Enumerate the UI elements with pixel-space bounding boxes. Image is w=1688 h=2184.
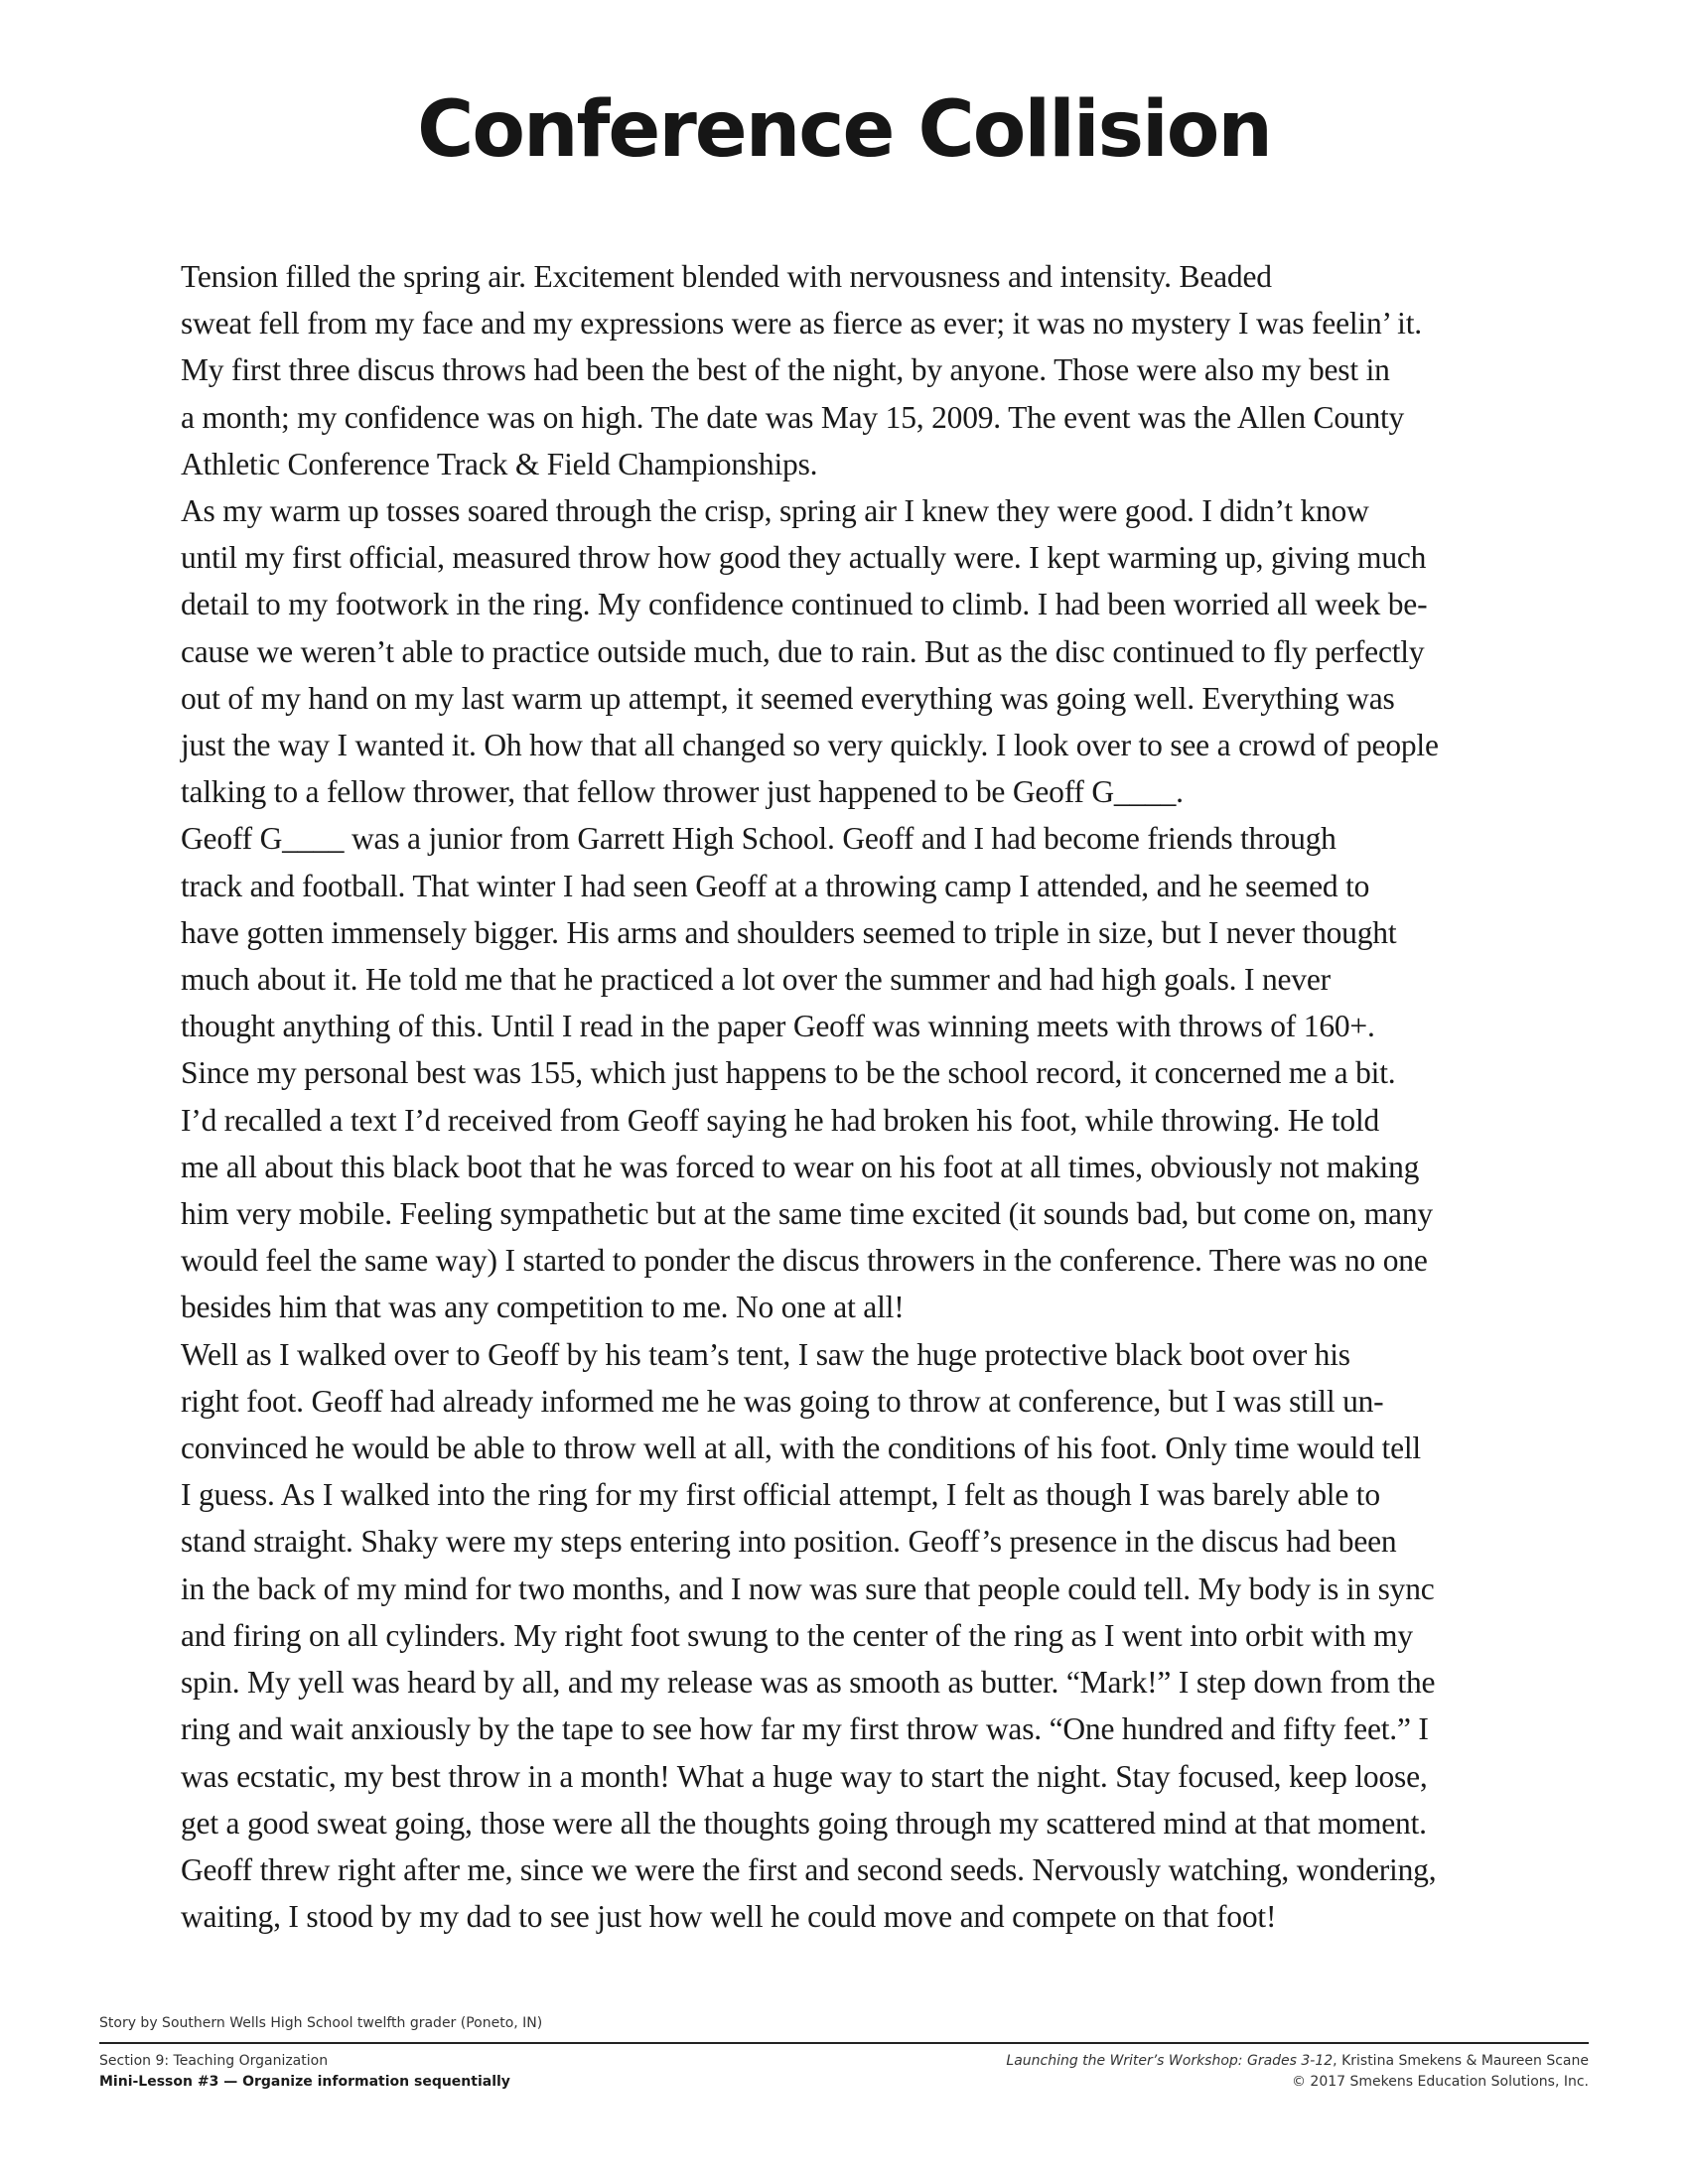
- text-line: spin. My yell was heard by all, and my release was as smooth as butter. “Mark!” I step down from the: [181, 1665, 1436, 1701]
- text-line: Geoff G____ was a junior from Garrett High School. Geoff and I had become friends through: [181, 821, 1336, 857]
- text-line: Tension filled the spring air. Excitement blended with nervousness and intensity. Beaded: [181, 259, 1272, 294]
- story-credit: Story by Southern Wells High School twelfth grader (Poneto, IN): [99, 2015, 543, 2031]
- book-title: Launching the Writer’s Workshop: Grades 3-12: [1006, 2053, 1334, 2069]
- text-line: out of my hand on my last warm up attempt, it seemed everything was going well. Everything was: [181, 680, 1395, 716]
- paragraph-5: [99, 1331, 1599, 1941]
- copyright-notice: © 2017 Smekens Education Solutions, Inc.: [1291, 2074, 1589, 2090]
- book-citation: [1006, 2051, 1589, 2072]
- document-title: Conference Collision: [417, 85, 1271, 175]
- text-line: and firing on all cylinders. My right foot swung to the center of the ring as I went into orbit with my: [181, 1617, 1413, 1653]
- paragraph-2: [99, 487, 1599, 815]
- story-body: [99, 253, 1599, 1940]
- text-line: get a good sweat going, those were all the thoughts going through my scattered mind at that moment.: [181, 1805, 1427, 1841]
- text-line: As my warm up tosses soared through the crisp, spring air I knew they were good. I didn’t know: [181, 493, 1369, 529]
- paragraph-3: [99, 815, 1599, 1096]
- text-line: just the way I wanted it. Oh how that all changed so very quickly. I look over to see a crowd of people: [181, 728, 1439, 763]
- text-line: My first three discus throws had been the best of the night, by anyone. Those were also my best in: [181, 352, 1390, 388]
- text-line: would feel the same way) I started to ponder the discus throwers in the conference. There was no one: [181, 1243, 1428, 1279]
- footer-section-info: [99, 2051, 510, 2093]
- text-line: ring and wait anxiously by the tape to see how far my first throw was. “One hundred and fifty feet.” I: [181, 1711, 1429, 1747]
- text-line: a month; my confidence was on high. The date was May 15, 2009. The event was the Allen County: [181, 399, 1405, 435]
- text-line: me all about this black boot that he was forced to wear on his foot at all times, obviously not making: [181, 1149, 1420, 1184]
- text-line: besides him that was any competition to me. No one at all!: [181, 1290, 905, 1325]
- text-line: right foot. Geoff had already informed me he was going to throw at conference, but I was still un-: [181, 1383, 1384, 1419]
- text-line: thought anything of this. Until I read in the paper Geoff was winning meets with throws of 160+.: [181, 1009, 1375, 1044]
- book-authors: , Kristina Smekens & Maureen Scane: [1333, 2053, 1589, 2069]
- text-line: cause we weren’t able to practice outside much, due to rain. But as the disc continued to fly perfectly: [181, 633, 1425, 669]
- text-line: Since my personal best was 155, which just happens to be the school record, it concerned me a bit.: [181, 1055, 1396, 1091]
- text-line: sweat fell from my face and my expressions were as fierce as ever; it was no mystery I was feelin’ it.: [181, 306, 1422, 341]
- text-line: track and football. That winter I had seen Geoff at a throwing camp I attended, and he seemed to: [181, 868, 1370, 903]
- mini-lesson-label: Mini-Lesson #3 — Organize information sequentially: [99, 2074, 510, 2090]
- text-line: I’d recalled a text I’d received from Geoff saying he had broken his foot, while throwing. He told: [181, 1102, 1380, 1138]
- text-line: waiting, I stood by my dad to see just how well he could move and compete on that foot!: [181, 1899, 1277, 1935]
- text-line: convinced he would be able to throw well at all, with the conditions of his foot. Only time would tell: [181, 1431, 1421, 1466]
- footer-publication-info: [1006, 2051, 1589, 2093]
- footer-divider: [99, 2042, 1589, 2044]
- section-label: Section 9: Teaching Organization: [99, 2053, 329, 2069]
- text-line: much about it. He told me that he practiced a lot over the summer and had high goals. I never: [181, 962, 1331, 998]
- text-line: Well as I walked over to Geoff by his team’s tent, I saw the huge protective black boot over his: [181, 1336, 1350, 1372]
- text-line: I guess. As I walked into the ring for my first official attempt, I felt as though I was barely able to: [181, 1477, 1380, 1513]
- text-line: Geoff threw right after me, since we were the first and second seeds. Nervously watching, wondering,: [181, 1851, 1437, 1887]
- text-line: detail to my footwork in the ring. My confidence continued to climb. I had been worried all week be-: [181, 587, 1428, 622]
- text-line: was ecstatic, my best throw in a month! What a huge way to start the night. Stay focused, keep loose,: [181, 1758, 1428, 1794]
- text-line: have gotten immensely bigger. His arms and shoulders seemed to triple in size, but I never thought: [181, 914, 1397, 950]
- text-line: talking to a fellow thrower, that fellow thrower just happened to be Geoff G____.: [181, 774, 1184, 810]
- text-line: until my first official, measured throw how good they actually were. I kept warming up, giving much: [181, 540, 1427, 576]
- text-line: Athletic Conference Track & Field Championships.: [181, 446, 818, 481]
- paragraph-1: [99, 253, 1599, 487]
- text-line: him very mobile. Feeling sympathetic but at the same time excited (it sounds bad, but come on, many: [181, 1196, 1433, 1232]
- text-line: in the back of my mind for two months, and I now was sure that people could tell. My body is in sync: [181, 1570, 1435, 1606]
- paragraph-4: [99, 1097, 1599, 1331]
- text-line: stand straight. Shaky were my steps entering into position. Geoff’s presence in the discus had been: [181, 1524, 1397, 1560]
